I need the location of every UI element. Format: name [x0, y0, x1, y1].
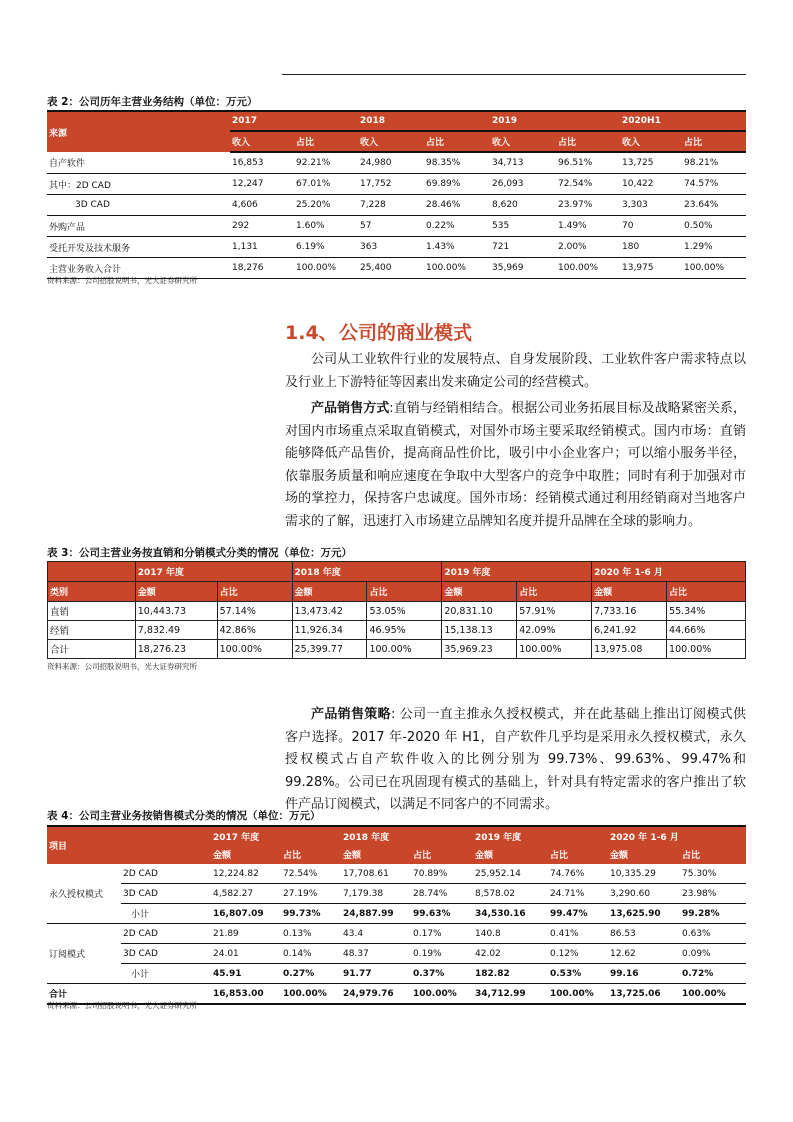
table4-cell: 17,708.61 — [341, 864, 411, 884]
table4-sub-header: 金额 — [341, 845, 411, 864]
table2-cell: 69.89% — [424, 174, 490, 195]
table4-sub-label: 2D CAD — [121, 864, 211, 884]
table4-cell: 140.8 — [473, 924, 548, 944]
table4-cell: 27.19% — [281, 884, 341, 904]
table2-sub-header: 收入 — [358, 131, 424, 152]
table3-cell: 11,926.34 — [292, 621, 367, 640]
table2-cell: 28.46% — [424, 195, 490, 216]
table4-source: 资料来源：公司招股说明书，光大证券研究所 — [47, 1001, 197, 1010]
table3-row — [48, 621, 746, 640]
table3-cell: 20,831.10 — [442, 602, 517, 621]
table3-title: 表 3：公司主营业务按直销和分销模式分类的情况（单位：万元） — [47, 547, 352, 559]
table3-cell: 46.95% — [367, 621, 442, 640]
table4-cell: 12,224.82 — [211, 864, 281, 884]
table3-sub-header: 占比 — [517, 582, 592, 602]
table4-group-label: 永久授权模式 — [47, 864, 121, 924]
table2-cell: 1.60% — [294, 216, 358, 237]
table2-cell: 1.49% — [556, 216, 620, 237]
table4-cell: 16,807.09 — [211, 904, 281, 924]
table4-cell: 0.72% — [680, 964, 746, 984]
table4-cell: 3,290.60 — [608, 884, 680, 904]
table2-year-header: 2019 — [490, 111, 620, 131]
table2-cell: 34,713 — [490, 152, 556, 174]
table4-cell: 75.30% — [680, 864, 746, 884]
table2-row-label: 外购产品 — [47, 216, 230, 237]
table2-cell: 3,303 — [620, 195, 682, 216]
table3-sub-header: 金额 — [592, 582, 667, 602]
table4-cell: 72.54% — [281, 864, 341, 884]
table3-cell: 7,832.49 — [135, 621, 217, 640]
table2-year-header: 2018 — [358, 111, 490, 131]
table4-total-label: 合计 — [47, 984, 211, 1005]
table4-year-header: 2020 年 1-6 月 — [608, 826, 746, 845]
table3-cell: 13,473.42 — [292, 602, 367, 621]
table2-cell: 35,969 — [490, 258, 556, 279]
table2-sub-header: 占比 — [294, 131, 358, 152]
table3-cell: 44.66% — [667, 621, 746, 640]
table2-cell: 1,131 — [230, 237, 294, 258]
table4-row — [47, 904, 746, 924]
table3-cell: 100.00% — [217, 640, 292, 659]
table2-cell: 98.35% — [424, 152, 490, 174]
sales-method-lead: 产品销售方式 — [311, 401, 390, 416]
table4-cell: 99.28% — [680, 904, 746, 924]
section-heading — [285, 318, 472, 345]
table4-total-cell: 100.00% — [411, 984, 473, 1005]
table4-sub-header: 占比 — [281, 845, 341, 864]
table2-sub-header: 收入 — [620, 131, 682, 152]
table2-row-label: 3D CAD — [47, 195, 230, 216]
table4-cell: 0.09% — [680, 944, 746, 964]
table3-year-header: 2020 年 1-6 月 — [592, 562, 746, 582]
table3-direct-distribution — [47, 561, 746, 659]
table2-cell: 98.21% — [682, 152, 746, 174]
table2-cell: 100.00% — [294, 258, 358, 279]
table2-cell: 18,276 — [230, 258, 294, 279]
table4-cell: 99.16 — [608, 964, 680, 984]
table4-cell: 74.76% — [548, 864, 608, 884]
table3-cell: 35,969.23 — [442, 640, 517, 659]
table2-cell: 13,975 — [620, 258, 682, 279]
table4-cell: 4,582.27 — [211, 884, 281, 904]
table4-cell: 70.89% — [411, 864, 473, 884]
sales-method-text: :直销与经销相结合。根据公司业务拓展目标及战略紧密关系，对国内市场重点采取直销模式，对国外市场主要采取经销模式。国内市场：直销能够降低产品售价，提高商品性价比，吸引中小企业客户；可以缩小服务半径，依靠服务质量和响应速度在争取中大型客户的竞争中取胜；同时有利于加强对市场的掌控力，保持客户忠诚度。国外市场：经销模式通过利用经销商对当地客户需求的了解，迅速打入市场建立品牌知名度并提升品牌在全球的影响力。 — [285, 401, 746, 529]
table2-sub-header: 占比 — [556, 131, 620, 152]
table3-row-label: 直销 — [48, 602, 136, 621]
table2-row — [47, 216, 746, 237]
table4-sub-label: 3D CAD — [121, 944, 211, 964]
table2-cell: 363 — [358, 237, 424, 258]
table2-cell: 0.50% — [682, 216, 746, 237]
table3-sub-header: 占比 — [367, 582, 442, 602]
table4-row — [47, 944, 746, 964]
table2-cell: 12,247 — [230, 174, 294, 195]
table4-cell: 43.4 — [341, 924, 411, 944]
table4-cell: 0.14% — [281, 944, 341, 964]
table4-row — [47, 924, 746, 944]
table2-cell: 57 — [358, 216, 424, 237]
table3-cell: 53.05% — [367, 602, 442, 621]
table2-row-label: 其中：2D CAD — [47, 174, 230, 195]
section-number: 1.4、 — [285, 322, 338, 344]
table4-cell: 24,887.99 — [341, 904, 411, 924]
table2-cell: 10,422 — [620, 174, 682, 195]
table2-row — [47, 152, 746, 174]
table4-total-cell: 100.00% — [680, 984, 746, 1005]
table4-cell: 25,952.14 — [473, 864, 548, 884]
table4-cell: 7,179.38 — [341, 884, 411, 904]
table4-cell: 0.41% — [548, 924, 608, 944]
table2-cell: 180 — [620, 237, 682, 258]
table2-source: 资料来源：公司招股说明书，光大证券研究所 — [47, 276, 197, 285]
table2-cell: 25.20% — [294, 195, 358, 216]
table2-cell: 7,228 — [358, 195, 424, 216]
table4-cell: 0.37% — [411, 964, 473, 984]
table4-sub-label: 2D CAD — [121, 924, 211, 944]
table2-cell: 1.43% — [424, 237, 490, 258]
table2-cell: 23.64% — [682, 195, 746, 216]
table2-cell: 26,093 — [490, 174, 556, 195]
table4-total-cell: 16,853.00 — [211, 984, 281, 1005]
table3-cell: 100.00% — [367, 640, 442, 659]
table3-cell: 7,733.16 — [592, 602, 667, 621]
table3-cell: 13,975.08 — [592, 640, 667, 659]
table4-cell: 0.12% — [548, 944, 608, 964]
table3-row-label: 合计 — [48, 640, 136, 659]
table4-total-cell: 100.00% — [548, 984, 608, 1005]
table2-row — [47, 174, 746, 195]
table2-row-label: 自产软件 — [47, 152, 230, 174]
table4-cell: 34,530.16 — [473, 904, 548, 924]
table2-row — [47, 195, 746, 216]
table2-cell: 4,606 — [230, 195, 294, 216]
table3-cell: 57.91% — [517, 602, 592, 621]
table4-cell: 0.63% — [680, 924, 746, 944]
table3-source: 资料来源：公司招股说明书，光大证券研究所 — [47, 662, 197, 671]
table4-title: 表 4：公司主营业务按销售模式分类的情况（单位：万元） — [47, 810, 321, 822]
table3-year-header: 2019 年度 — [442, 562, 592, 582]
table4-cell: 86.53 — [608, 924, 680, 944]
table4-total-cell: 100.00% — [281, 984, 341, 1005]
table4-cell: 0.17% — [411, 924, 473, 944]
table3-cell: 100.00% — [517, 640, 592, 659]
table3-row — [48, 640, 746, 659]
table3-category-header: 类别 — [48, 582, 136, 602]
table2-cell: 100.00% — [424, 258, 490, 279]
table2-row-label: 受托开发及技术服务 — [47, 237, 230, 258]
sales-method-paragraph — [285, 398, 746, 533]
table4-cell: 24.71% — [548, 884, 608, 904]
table4-total-cell: 24,979.76 — [341, 984, 411, 1005]
table4-cell: 13,625.90 — [608, 904, 680, 924]
table4-sub-label: 小计 — [121, 964, 211, 984]
table2-cell: 70 — [620, 216, 682, 237]
table2-cell: 96.51% — [556, 152, 620, 174]
table2-row-label: 主营业务收入合计 — [47, 258, 230, 279]
table4-sub-header: 占比 — [680, 845, 746, 864]
table4-sub-header: 金额 — [608, 845, 680, 864]
table2-cell: 13,725 — [620, 152, 682, 174]
table4-cell: 48.37 — [341, 944, 411, 964]
table3-corner — [48, 562, 136, 582]
table2-cell: 67.01% — [294, 174, 358, 195]
table2-cell: 100.00% — [556, 258, 620, 279]
table2-cell: 25,400 — [358, 258, 424, 279]
table2-cell: 2.00% — [556, 237, 620, 258]
table3-sub-header: 金额 — [135, 582, 217, 602]
table4-cell: 10,335.29 — [608, 864, 680, 884]
table4-sub-header: 金额 — [473, 845, 548, 864]
table4-cell: 99.63% — [411, 904, 473, 924]
table3-cell: 42.86% — [217, 621, 292, 640]
table4-cell: 0.27% — [281, 964, 341, 984]
table2-cell: 1.29% — [682, 237, 746, 258]
table2-year-header: 2020H1 — [620, 111, 746, 131]
table3-cell: 42.09% — [517, 621, 592, 640]
table3-sub-header: 占比 — [667, 582, 746, 602]
sales-strategy-paragraph — [285, 704, 746, 817]
table4-year-header: 2017 年度 — [211, 826, 341, 845]
table4-row — [47, 864, 746, 884]
table4-sub-header: 占比 — [411, 845, 473, 864]
table4-category-header: 项目 — [47, 826, 211, 864]
table3-sub-header: 金额 — [292, 582, 367, 602]
table2-cell: 535 — [490, 216, 556, 237]
table2-sub-header: 占比 — [424, 131, 490, 152]
table3-sub-header: 金额 — [442, 582, 517, 602]
table3-cell: 18,276.23 — [135, 640, 217, 659]
table2-cell: 721 — [490, 237, 556, 258]
table4-cell: 8,578.02 — [473, 884, 548, 904]
table2-revenue-structure — [47, 110, 746, 279]
table2-cell: 72.54% — [556, 174, 620, 195]
table4-cell: 23.98% — [680, 884, 746, 904]
table2-category-header: 来源 — [47, 111, 230, 152]
section-title: 公司的商业模式 — [339, 322, 473, 344]
sales-strategy-text: : 公司一直主推永久授权模式，并在此基础上推出订阅模式供客户选择。2017 年-2020 年 H1，自产软件几乎均是采用永久授权模式，永久授权模式占自产软件收入的比例分别为 99.73%、99.63%、99.47%和 99.28%。公司已在巩固现有模式的基础上，针对具有特定需求的客户推出了软件产品订阅模式，以满足不同客户的不同需求。 — [285, 707, 746, 812]
table4-cell: 99.47% — [548, 904, 608, 924]
table2-cell: 74.57% — [682, 174, 746, 195]
table2-cell: 92.21% — [294, 152, 358, 174]
table4-row — [47, 884, 746, 904]
table3-year-header: 2017 年度 — [135, 562, 292, 582]
table2-cell: 100.00% — [682, 258, 746, 279]
table4-cell: 182.82 — [473, 964, 548, 984]
table3-cell: 6,241.92 — [592, 621, 667, 640]
table4-cell: 12.62 — [608, 944, 680, 964]
intro-paragraph: 公司从工业软件行业的发展特点、自身发展阶段、工业软件客户需求特点以及行业上下游特征等因素出发来确定公司的经营模式。 — [285, 352, 746, 390]
table4-sub-header: 金额 — [211, 845, 281, 864]
table4-total-cell: 13,725.06 — [608, 984, 680, 1005]
table3-cell: 55.34% — [667, 602, 746, 621]
table4-sub-header: 占比 — [548, 845, 608, 864]
table4-cell: 99.73% — [281, 904, 341, 924]
table2-row — [47, 237, 746, 258]
table2-cell: 6.19% — [294, 237, 358, 258]
table2-cell: 0.22% — [424, 216, 490, 237]
table3-sub-header: 占比 — [217, 582, 292, 602]
table3-cell: 10,443.73 — [135, 602, 217, 621]
table3-cell: 15,138.13 — [442, 621, 517, 640]
table2-sub-header: 收入 — [230, 131, 294, 152]
table3-cell: 57.14% — [217, 602, 292, 621]
table2-cell: 292 — [230, 216, 294, 237]
table4-cell: 42.02 — [473, 944, 548, 964]
table4-cell: 0.53% — [548, 964, 608, 984]
table2-title: 表 2：公司历年主营业务结构（单位：万元） — [47, 96, 258, 108]
table4-cell: 28.74% — [411, 884, 473, 904]
table4-group-label: 订阅模式 — [47, 924, 121, 984]
header-rule — [282, 74, 746, 75]
table4-cell: 91.77 — [341, 964, 411, 984]
table2-cell: 23.97% — [556, 195, 620, 216]
table4-cell: 24.01 — [211, 944, 281, 964]
table4-sub-label: 3D CAD — [121, 884, 211, 904]
table2-sub-header: 收入 — [490, 131, 556, 152]
sales-strategy-lead: 产品销售策略 — [311, 707, 391, 722]
table3-cell: 25,399.77 — [292, 640, 367, 659]
table2-cell: 24,980 — [358, 152, 424, 174]
table3-cell: 100.00% — [667, 640, 746, 659]
table2-cell: 17,752 — [358, 174, 424, 195]
table4-year-header: 2018 年度 — [341, 826, 473, 845]
table4-sales-mode — [47, 825, 746, 1005]
table4-year-header: 2019 年度 — [473, 826, 608, 845]
table3-row — [48, 602, 746, 621]
table2-cell: 8,620 — [490, 195, 556, 216]
table2-sub-header: 占比 — [682, 131, 746, 152]
table4-sub-label: 小计 — [121, 904, 211, 924]
table4-cell: 0.13% — [281, 924, 341, 944]
table2-year-header: 2017 — [230, 111, 358, 131]
table4-cell: 0.19% — [411, 944, 473, 964]
table4-cell: 21.89 — [211, 924, 281, 944]
table3-year-header: 2018 年度 — [292, 562, 442, 582]
table4-cell: 45.91 — [211, 964, 281, 984]
table4-row — [47, 964, 746, 984]
table3-row-label: 经销 — [48, 621, 136, 640]
table4-total-cell: 34,712.99 — [473, 984, 548, 1005]
table2-cell: 16,853 — [230, 152, 294, 174]
